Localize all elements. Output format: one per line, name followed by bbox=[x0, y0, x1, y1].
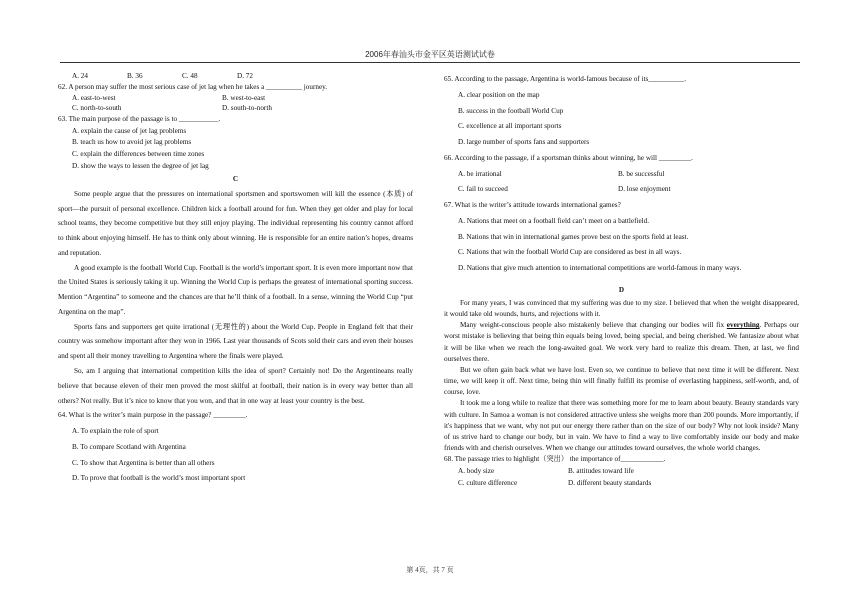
q63-option-a[interactable]: A. explain the cause of jet lag problems bbox=[72, 126, 187, 135]
q65-option-d[interactable]: D. large number of sports fans and supporters bbox=[458, 138, 590, 147]
q67-option-c[interactable]: C. Nations that win the football World Cup are considered as best in all ways. bbox=[458, 248, 682, 257]
emphasized-word-everything: everything bbox=[726, 321, 760, 330]
q68-option-c[interactable]: C. culture difference bbox=[458, 478, 518, 487]
passage-d-p2-after: . Perhaps our worst mistake is believing that being thin equals being loved, being special, and being cherished. We fantasize about what it will be like when we reach the long-awaited goal. We work very hard to realize this dream. Then, at last, we find ourselves there. bbox=[444, 321, 800, 363]
passage-c-paragraph-1: Some people argue that the pressures on international sportsmen and sportswomen will kill the essence (本质) of sport—the pursuit of personal excellence. Children kick a football around for fun. When they get older and play for local school teams, they become competitive but they still enjoy playing. The individual representing his country cannot afford to think about enjoying himself. He has to think only about winning. He is responsible for an entire nation’s hopes, dreams and reputation. bbox=[58, 189, 413, 257]
passage-c-paragraph-2: A good example is the football World Cup. Football is the world’s important sport. It is even more important now that the United States is seriously taking it up. Winning the World Cup is perhaps the greatest of international sporting success. Mention “Argentina” to someone and the chances are that he’ll think of a football. In a sense, winning the World Cup “put Argentina on the map”. bbox=[58, 263, 413, 316]
q65-stem: 65. According to the passage, Argentina is world-famous because of its__________. bbox=[444, 75, 686, 83]
passage-d-paragraph-1: For many years, I was convinced that my suffering was due to my size. I believed that when the weight disappeared, it would take old wounds, hurts, and rejections with it. bbox=[444, 298, 799, 319]
q62-stem: 62. A person may suffer the most serious case of jet lag when he takes a __________ journey. bbox=[58, 83, 328, 91]
q65-option-c[interactable]: C. excellence at all important sports bbox=[458, 122, 562, 131]
q66-option-a[interactable]: A. be irrational bbox=[458, 169, 502, 178]
q63-stem: 63. The main purpose of the passage is to ___________. bbox=[58, 114, 221, 123]
q67-option-b[interactable]: B. Nations that win in international games prove best on the sports field at least. bbox=[458, 232, 689, 241]
exam-title: 2006年春汕头市金平区英语测试试卷 bbox=[365, 50, 495, 59]
q67-stem: 67. What is the writer’s attitude towards international games? bbox=[444, 201, 621, 210]
q68-options-row1 bbox=[444, 466, 799, 477]
q63-option-b[interactable]: B. teach us how to avoid jet lag problems bbox=[72, 138, 192, 147]
q66-option-d[interactable]: D. lose enjoyment bbox=[618, 185, 671, 194]
passage-c-paragraph-3: Sports fans and supporters get quite irrational (无理性的) about the World Cup. People in England felt that their country was somehow important after they won in 1966. Last year thousands of Scots sold their cars and even their houses and spent all their money travelling to Argentina where the finals were played. bbox=[58, 322, 413, 361]
q62-option-c[interactable]: C. north-to-south bbox=[72, 103, 122, 112]
q64-option-c[interactable]: C. To show that Argentina is better than all others bbox=[72, 458, 215, 467]
q67-option-a[interactable]: A. Nations that meet on a football field can’t meet on a battlefield. bbox=[458, 216, 650, 225]
q66-stem: 66. According to the passage, if a sportsman thinks about winning, he will _________. bbox=[444, 153, 693, 162]
passage-d-paragraph-3: But we often gain back what we have lost. Even so, we continue to believe that next time it will be different. Next time, we will keep it off. Next time, being thin will finally fulfill its promise of everlasting happiness, self-worth, and, of course, love. bbox=[444, 365, 799, 397]
q68-stem: 68. The passage tries to highlight（突出） the importance of____________. bbox=[444, 455, 666, 464]
q62-options-row1 bbox=[58, 94, 413, 103]
right-column bbox=[444, 72, 799, 490]
q64-stem: 64. What is the writer’s main purpose in the passage? _________. bbox=[58, 411, 248, 420]
passage-d-paragraph-2 bbox=[444, 320, 799, 365]
header-divider bbox=[60, 62, 800, 63]
q64-option-d[interactable]: D. To prove that football is the world’s most important sport bbox=[72, 474, 246, 483]
q67-option-d[interactable]: D. Nations that give much attention to international competitions are world-famous in many ways. bbox=[458, 264, 742, 273]
q61-option-c[interactable]: C. 48 bbox=[182, 72, 198, 80]
q68-options-row2 bbox=[444, 478, 799, 489]
q66-option-c[interactable]: C. fail to succeed bbox=[458, 185, 508, 194]
q61-option-d[interactable]: D. 72 bbox=[237, 72, 253, 80]
q66-options-row1 bbox=[444, 167, 799, 182]
passage-d-paragraph-4: It took me a long while to realize that there was something more for me to learn about beauty. Beauty standards vary with culture. In Samoa a woman is not considered attractive unless she weighs more than 200 pounds. More importantly, if it's happiness that we want, why not put our energy there rather than on the size of our body? Why not look inside? Many of us strive hard to change our body, but in vain. We have to find a way to live comfortably inside our body and make friends with and cherish ourselves. When we change our attitudes toward ourselves, the whole world changes. bbox=[444, 399, 799, 452]
q64-option-b[interactable]: B. To compare Scotland with Argentina bbox=[72, 442, 186, 451]
q62-option-d[interactable]: D. south-to-north bbox=[222, 103, 272, 112]
left-column bbox=[58, 72, 413, 487]
q65-option-b[interactable]: B. success in the football World Cup bbox=[458, 106, 564, 115]
q63-option-d[interactable]: D. show the ways to lessen the degree of jet lag bbox=[72, 161, 209, 170]
section-d-title: D bbox=[618, 285, 625, 294]
q66-option-b[interactable]: B. be successful bbox=[618, 169, 665, 178]
q64-option-a[interactable]: A. To explain the role of sport bbox=[72, 427, 159, 436]
page-number: 第 4页，共 7 页 bbox=[406, 566, 454, 574]
section-d bbox=[444, 286, 799, 489]
page-header bbox=[60, 50, 800, 60]
q65-option-a[interactable]: A. clear position on the map bbox=[458, 90, 540, 99]
q61-options bbox=[58, 72, 413, 81]
q61-option-a[interactable]: A. 24 bbox=[72, 72, 88, 80]
passage-d-p2-before: Many weight-conscious people also mistakenly believe that changing our bodies will fix bbox=[460, 321, 727, 330]
q63-option-c[interactable]: C. explain the differences between time zones bbox=[72, 150, 205, 159]
q61-option-b[interactable]: B. 36 bbox=[127, 72, 143, 80]
q62-option-a[interactable]: A. east-to-west bbox=[72, 93, 116, 102]
section-c-title: C bbox=[232, 174, 239, 183]
q68-option-a[interactable]: A. body size bbox=[458, 466, 495, 475]
q62-option-b[interactable]: B. west-to-east bbox=[222, 93, 266, 102]
q68-option-d[interactable]: D. different beauty standards bbox=[568, 478, 652, 487]
q68-option-b[interactable]: B. attitudes toward life bbox=[568, 466, 634, 475]
q66-options-row2 bbox=[444, 182, 799, 197]
page-footer bbox=[0, 566, 860, 575]
q62-options-row2 bbox=[58, 104, 413, 113]
passage-c-paragraph-4: So, am I arguing that international competition kills the idea of sport? Certainly not! Do the Argentineans really believe that because eleven of their men proved the most skilful at football, their nation is in every way better than all others? Not really. But it’s nice to know that you won, and that in one way at least your country is the best. bbox=[58, 366, 413, 405]
